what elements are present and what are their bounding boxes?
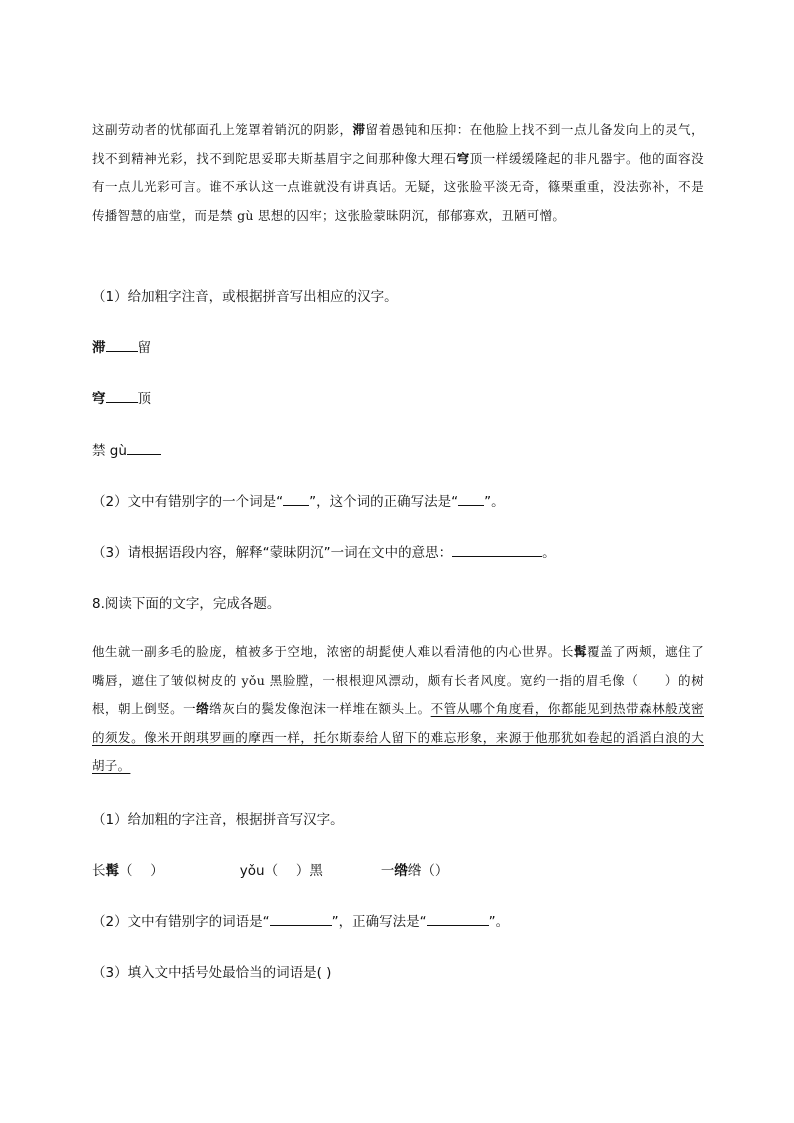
question-2 [92,490,505,510]
bold-char: 绺 [394,863,408,879]
q1-item-zhi [92,336,151,356]
p8-question-2 [92,910,509,930]
item-prefix: 一 [380,863,395,879]
passage-2 [92,638,704,781]
q1-item-gu [92,439,161,459]
item-suffix: 顶 [137,391,151,407]
passage-text: 覆盖了两颊，遮住了嘴唇，遮住了皱似树皮的 yǒu 黑脸膛，一根根迎风漂动，颇有长者风度。宽约一指的眉毛像（ ）的树根，朝上倒竖。一 [92,644,704,717]
q2-text: ”，这个词的正确写法是“ [309,494,459,510]
p8-question-3: （3）填入文中括号处最恰当的词语是( ) [92,965,332,981]
bold-char-qiong: 穹 [456,150,470,166]
passage-text: 绺灰白的鬓发像泡沫一样堆在额头上。 [209,701,431,717]
q2-text: ”。 [484,494,505,510]
answer-blank[interactable] [427,911,489,926]
passage-1 [92,116,704,230]
passage-text: 他生就一副多毛的脸庞，植被多于空地，浓密的胡髭使人难以看清他的内心世界。长 [92,644,574,659]
p8q2-text: ”。 [488,914,510,930]
question-1-prompt: （1）给加粗字注音，或根据拼音写出相应的汉字。 [92,289,398,305]
bold-char-zhi: 滞 [352,122,366,137]
bold-char-ran: 髯 [573,644,587,659]
answer-blank[interactable] [106,337,138,352]
underlined-sentence: 不管从哪个角度看，你都能见到热带森林般茂密的须发。像米开朗琪罗画的摩西一样，托尔斯泰给人留下的难忘形象，来源于他那犹如卷起的滔滔白浪的大胡子。 [92,701,704,774]
passage-text: 顶一样缓缓隆起的非凡器宇。他的面容没有一点儿光彩可言。谁不承认这一点谁就没有讲真话。无疑，这张脸平淡无奇，篠栗重重，没法弥补，不是传播智慧的庙堂，而是禁 gù 思想的囚牢；这张脸蒙昧阴沉，郁郁寡欢，丑陋可憎。 [92,150,704,223]
passage-text: 留着愚钝和压抑：在他脸上找不到一点儿备发向上的灵气，找不到精神光彩，找不到陀思妥耶夫斯基眉宇之间那种像大理石 [92,122,704,166]
q3-text: 。 [542,545,556,561]
p8q2-text: ”，正确写法是“ [331,914,427,930]
section-8-title: 8.阅读下面的文字，完成各题。 [92,596,281,612]
p8q2-text: （2）文中有错别字的词语是“ [92,914,270,930]
bold-char: 髯 [105,863,119,879]
answer-blank[interactable] [452,542,542,557]
answer-blank[interactable] [127,440,161,455]
answer-blank[interactable] [458,491,484,506]
item-prefix: 禁 gù [92,443,127,459]
q1-item-qiong [92,387,151,407]
answer-blank[interactable] [283,491,309,506]
question-3 [92,541,556,561]
passage-text: 这副劳动者的忧郁面孔上笼罩着销沉的阴影， [92,122,353,137]
p8-q1-items [92,859,448,879]
answer-blank[interactable] [270,911,332,926]
answer-paren: 绺（） [407,863,449,879]
item-prefix: 长 [92,863,106,879]
p8-question-1-prompt: （1）给加粗的字注音，根据拼音写汉字。 [92,812,344,828]
bold-char-lu: 绺 [196,701,210,717]
answer-paren: （ ） [119,863,164,879]
p8-q1-item-lu [381,863,449,879]
p8-q1-item-ran [92,863,164,879]
item-suffix: 留 [137,340,151,356]
bold-char: 滞 [92,340,106,356]
q3-text: （3）请根据语段内容，解释“蒙昧阴沉”一词在文中的意思： [92,545,453,561]
q2-text: （2）文中有错别字的一个词是“ [92,494,284,510]
answer-blank[interactable] [106,388,138,403]
bold-char: 穹 [92,391,106,407]
p8-q1-item-you: yǒu（ ）黑 [239,863,323,879]
